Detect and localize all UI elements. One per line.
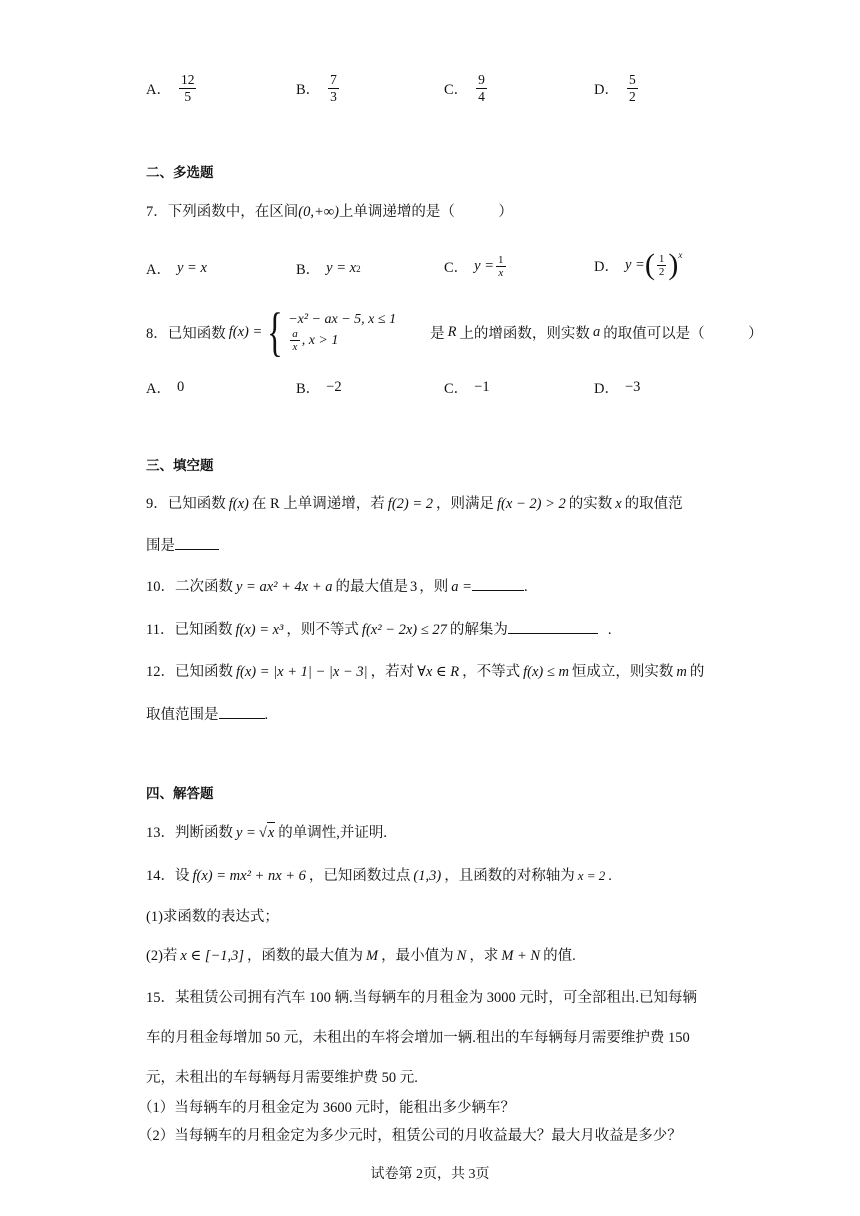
fraction: $\frac{1}{2}$ <box>658 252 665 278</box>
q8-option-c: C． −1 <box>444 379 490 397</box>
fraction: $\frac{7}{3}$ <box>330 72 337 104</box>
section-heading-free-response: 四、解答题 <box>146 786 214 802</box>
q8-option-d: D． −3 <box>594 379 641 397</box>
piecewise-definition: −x² − ax − 5, x ≤ 1 $\frac{a}{x}$ , x > 1 <box>288 312 397 353</box>
q6-option-c: C． $\frac{9}{4}$ <box>444 72 485 104</box>
answer-blank[interactable] <box>508 619 598 634</box>
question-14-part1: (1)求函数的表达式； <box>146 909 279 925</box>
fraction: $\frac{9}{4}$ <box>478 72 485 104</box>
question-9-line1: 9．已知函数 f(x) 在 R 上单调递增，若 f(2) = 2 ，则满足 f(x − 2) > 2 的实数 x 的取值范 <box>146 496 683 512</box>
answer-blank[interactable] <box>472 576 524 591</box>
q8-option-a: A． 0 <box>146 379 185 397</box>
q7-option-b: B． y = x 2 <box>296 260 361 278</box>
question-13: 13．判断函数 y = √ x 的单调性,并证明. <box>146 822 387 843</box>
fraction: $\frac{12}{5}$ <box>180 72 195 104</box>
question-15-sub1: （1）当每辆车的月租金定为 3600 元时，能租出多少辆车？ <box>138 1100 515 1116</box>
fraction: $\frac{1}{x}$ <box>498 254 504 279</box>
page-footer: 试卷第 2页，共 3页 <box>370 1167 490 1182</box>
question-15-sub2: （2）当每辆车的月租金定为多少元时，租赁公司的月收益最大？最大月收益是多少？ <box>138 1128 682 1144</box>
question-9-line2: 围是 <box>146 535 219 556</box>
q7-option-d: D． y = ( $\frac{1}{2}$ ) x <box>594 248 683 281</box>
fraction: $\frac{5}{2}$ <box>628 72 636 104</box>
q6-option-d: D． $\frac{5}{2}$ <box>594 72 636 104</box>
question-14-part2: (2)若 x ∈ [−1,3] ，函数的最大值为 M ，最小值为 N ，求 M + N 的值. <box>146 948 576 964</box>
question-7-stem: 7．下列函数中，在区间(0,+∞)上单调递增的是（ ） <box>146 204 513 220</box>
question-14-stem: 14．设 f(x) = mx² + nx + 6 ，已知函数过点 (1,3) ，且函数的对称轴为 x = 2 . <box>146 868 612 884</box>
question-12-line2: 取值范围是 . <box>146 704 268 725</box>
square-root: √ x <box>259 822 275 843</box>
q6-option-a: A． $\frac{12}{5}$ <box>146 72 195 104</box>
answer-blank[interactable] <box>175 535 219 550</box>
question-12-line1: 12．已知函数 f(x) = |x + 1| − |x − 3| ，若对 ∀x ∈ R ，不等式 f(x) ≤ m 恒成立，则实数 m 的 <box>146 664 705 680</box>
question-8-stem: 8．已知函数 f(x) = { −x² − ax − 5, x ≤ 1 $\frac{a}{x}$ , x > 1 是 R 上的增函数，则实数 a 的取值可以是（ ） <box>146 302 763 362</box>
q6-option-b: B． $\frac{7}{3}$ <box>296 72 337 104</box>
section-heading-multiple-choice: 二、多选题 <box>146 165 214 181</box>
q8-option-b: B． −2 <box>296 379 342 397</box>
question-15-line2: 车的月租金每增加 50 元，未租出的车将会增加一辆.租出的车每辆每月需要维护费 150 <box>146 1030 690 1046</box>
question-15-line3: 元，未租出的车每辆每月需要维护费 50 元. <box>146 1070 418 1086</box>
answer-blank[interactable] <box>219 704 265 719</box>
section-heading-fill-in: 三、填空题 <box>146 458 214 474</box>
q7-option-a: A． y = x <box>146 260 207 278</box>
question-10: 10．二次函数 y = ax² + 4x + a 的最大值是 3 ，则 a = . <box>146 576 528 597</box>
q7-option-c: C． y = $\frac{1}{x}$ <box>444 254 504 279</box>
fraction: $\frac{a}{x}$ <box>292 328 298 353</box>
question-11: 11．已知函数 f(x) = x³ ，则不等式 f(x² − 2x) ≤ 27 的解集为 . <box>146 619 611 640</box>
question-15-line1: 15．某租赁公司拥有汽车 100 辆.当每辆车的月租金为 3000 元时，可全部租出.已知每辆 <box>146 990 697 1006</box>
